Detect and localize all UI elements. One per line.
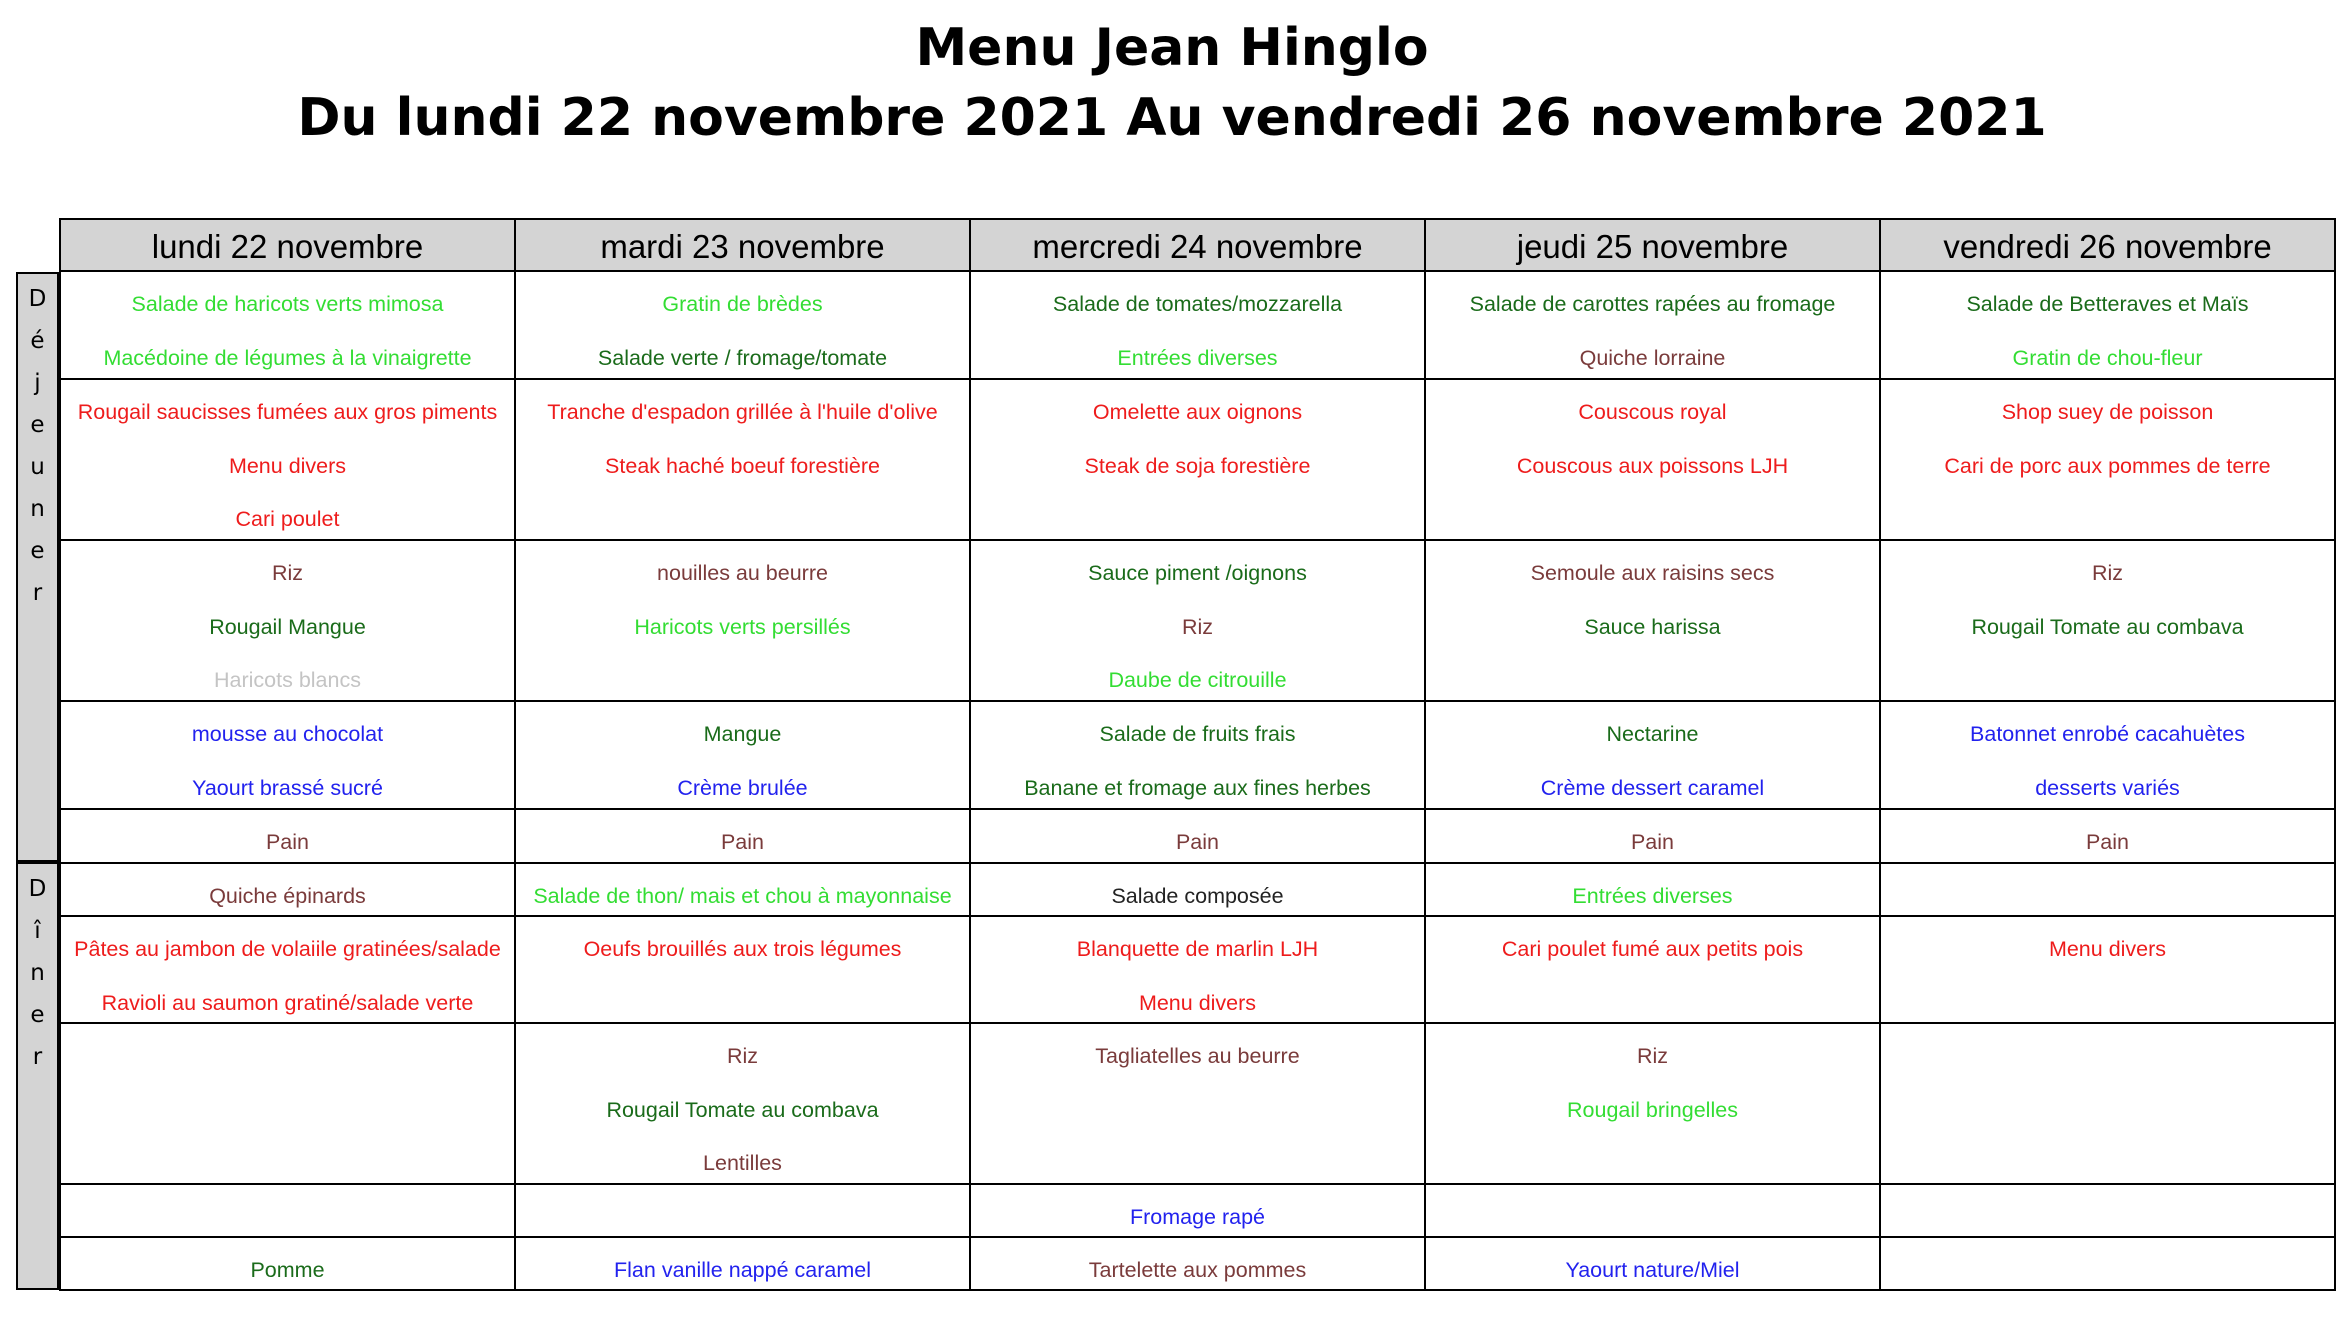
dish-item: Menu divers (228, 453, 347, 478)
dish-item: Menu divers (1138, 990, 1257, 1015)
menu-cell (514, 270, 971, 380)
day-header: mardi 23 novembre (514, 218, 971, 272)
dish-item: Salade de carottes rapées au fromage (1469, 292, 1836, 316)
menu-cell (514, 378, 971, 541)
dish-item: Riz (1636, 1044, 1669, 1068)
dish-item: Rougail Tomate au combava (1971, 614, 2244, 639)
dish-item: Yaourt brassé sucré (192, 775, 383, 800)
menu-cell (1879, 808, 2336, 864)
menu-cell (514, 862, 971, 917)
section-label-letter: e (30, 538, 45, 564)
dish-item: Salade de fruits frais (1099, 722, 1296, 746)
dish-item: Cari poulet (235, 507, 340, 531)
dish-item: Rougail Tomate au combava (606, 1097, 879, 1122)
menu-cell (59, 378, 516, 541)
section-label-letter: D (28, 876, 47, 902)
dish-item: Flan vanille nappé caramel (614, 1258, 871, 1282)
menu-cell (514, 1022, 971, 1185)
menu-cell (969, 862, 1426, 917)
menu-cell (1879, 915, 2336, 1024)
section-label-letter: D (28, 286, 47, 312)
menu-cell (514, 539, 971, 702)
dish-item: Menu divers (2048, 937, 2167, 961)
dish-item: Pain (265, 830, 310, 854)
menu-cell (969, 808, 1426, 864)
dish-item: Quiche lorraine (1579, 345, 1726, 370)
section-label-letter: j (34, 370, 41, 396)
date-range-subtitle: Du lundi 22 novembre 2021 Au vendredi 26 novembre 2021 (297, 88, 2047, 148)
section-label-dejeuner (16, 272, 59, 862)
dish-item: Mangue (703, 722, 782, 746)
dish-item: Semoule aux raisins secs (1530, 561, 1775, 585)
menu-cell (1424, 1022, 1881, 1185)
dish-item: Lentilles (703, 1151, 782, 1175)
menu-cell (1879, 1022, 2336, 1185)
day-header: jeudi 25 novembre (1424, 218, 1881, 272)
dish-item: Crème brulée (677, 775, 808, 800)
dish-item: Haricots blancs (214, 668, 361, 692)
dish-item: Salade composée (1111, 884, 1284, 908)
dish-item: Yaourt nature/Miel (1565, 1258, 1740, 1282)
section-label-letter: n (30, 496, 45, 522)
dish-item: Banane et fromage aux fines herbes (1024, 775, 1371, 800)
menu-cell (969, 1236, 1426, 1291)
dish-item: Steak de soja forestière (1084, 453, 1311, 478)
section-label-letter: é (30, 328, 45, 354)
menu-cell (59, 1022, 516, 1185)
menu-cell (59, 1183, 516, 1238)
dish-item: desserts variés (2035, 775, 2180, 800)
dish-item: Tranche d'espadon grillée à l'huile d'olive (547, 400, 938, 424)
menu-cell (1879, 862, 2336, 917)
menu-cell (969, 1183, 1426, 1238)
section-label-letter: r (32, 1044, 43, 1070)
menu-cell (514, 915, 971, 1024)
dish-item: Crème dessert caramel (1540, 775, 1765, 800)
dish-item: Rougail bringelles (1567, 1097, 1738, 1122)
dish-item: Macédoine de légumes à la vinaigrette (103, 345, 472, 370)
dish-item: Tagliatelles au beurre (1095, 1044, 1300, 1068)
day-header: lundi 22 novembre (59, 218, 516, 272)
dish-item: Cari poulet fumé aux petits pois (1501, 937, 1804, 961)
dish-item: Pain (1630, 830, 1675, 854)
menu-cell (1424, 862, 1881, 917)
menu-cell (969, 700, 1426, 810)
menu-cell (59, 808, 516, 864)
menu-cell (1879, 270, 2336, 380)
dish-item: Riz (1181, 614, 1214, 639)
day-header: mercredi 24 novembre (969, 218, 1426, 272)
dish-item: Riz (271, 561, 304, 585)
menu-cell (969, 539, 1426, 702)
dish-item: Salade verte / fromage/tomate (597, 345, 888, 370)
menu-cell (1424, 270, 1881, 380)
section-label-letter: r (32, 580, 43, 606)
menu-cell (1424, 1183, 1881, 1238)
section-label-letter: î (34, 918, 41, 944)
menu-cell (59, 700, 516, 810)
page-title: Menu Jean Hinglo (915, 18, 1429, 78)
menu-cell (514, 1183, 971, 1238)
dish-item: Gratin de brèdes (662, 292, 823, 316)
dish-item: Quiche épinards (209, 884, 366, 908)
dish-item: Shop suey de poisson (2001, 400, 2214, 424)
dish-item: Ravioli au saumon gratiné/salade verte (101, 990, 474, 1015)
dish-item: Sauce piment /oignons (1088, 561, 1307, 585)
section-label-letter: e (30, 1002, 45, 1028)
menu-cell (1424, 378, 1881, 541)
dish-item: Pain (1175, 830, 1220, 854)
dish-item: Riz (726, 1044, 759, 1068)
menu-cell (59, 1236, 516, 1291)
menu-cell (1879, 1183, 2336, 1238)
menu-cell (1879, 1236, 2336, 1291)
dish-item: Cari de porc aux pommes de terre (1944, 453, 2271, 478)
dish-item: Salade de thon/ mais et chou à mayonnaise (533, 884, 952, 908)
menu-cell (514, 700, 971, 810)
menu-cell (969, 378, 1426, 541)
dish-item: Rougail Mangue (209, 614, 366, 639)
dish-item: Pain (720, 830, 765, 854)
menu-cell (59, 915, 516, 1024)
dish-item: Fromage rapé (1129, 1205, 1266, 1229)
dish-item: Blanquette de marlin LJH (1076, 937, 1319, 961)
menu-cell (1424, 808, 1881, 864)
dish-item: Steak haché boeuf forestière (605, 453, 880, 478)
dish-item: Entrées diverses (1572, 884, 1733, 908)
day-header: vendredi 26 novembre (1879, 218, 2336, 272)
dish-item: nouilles au beurre (657, 561, 828, 585)
section-label-letter: u (30, 454, 45, 480)
menu-cell (1424, 1236, 1881, 1291)
section-label-letter: e (30, 412, 45, 438)
dish-item: Entrées diverses (1117, 345, 1278, 370)
dish-item: Salade de haricots verts mimosa (131, 292, 444, 316)
menu-cell (1424, 915, 1881, 1024)
dish-item: Tartelette aux pommes (1088, 1258, 1307, 1282)
dish-item: Sauce harissa (1584, 614, 1721, 639)
menu-cell (514, 808, 971, 864)
dish-item: Oeufs brouillés aux trois légumes (583, 937, 902, 961)
menu-cell (1424, 700, 1881, 810)
menu-cell (59, 539, 516, 702)
dish-item: Nectarine (1606, 722, 1699, 746)
dish-item: Pomme (250, 1258, 325, 1282)
dish-item: Salade de tomates/mozzarella (1052, 292, 1343, 316)
dish-item: mousse au chocolat (191, 722, 384, 746)
menu-cell (1424, 539, 1881, 702)
dish-item: Batonnet enrobé cacahuètes (1970, 722, 2245, 746)
dish-item: Rougail saucisses fumées aux gros piments (77, 400, 498, 424)
section-label-diner (16, 862, 59, 1290)
menu-cell (59, 270, 516, 380)
section-label-letter: n (30, 960, 45, 986)
dish-item: Gratin de chou-fleur (2012, 345, 2203, 370)
menu-cell (514, 1236, 971, 1291)
menu-cell (1879, 700, 2336, 810)
menu-cell (969, 270, 1426, 380)
dish-item: Pain (2085, 830, 2130, 854)
menu-cell (969, 1022, 1426, 1185)
dish-item: Daube de citrouille (1108, 668, 1287, 692)
dish-item: Haricots verts persillés (634, 614, 851, 639)
dish-item: Omelette aux oignons (1092, 400, 1303, 424)
menu-cell (1879, 539, 2336, 702)
menu-cell (969, 915, 1426, 1024)
menu-cell (59, 862, 516, 917)
dish-item: Couscous royal (1578, 400, 1727, 424)
menu-cell (1879, 378, 2336, 541)
dish-item: Salade de Betteraves et Maïs (1966, 292, 2249, 316)
dish-item: Riz (2091, 561, 2124, 585)
dish-item: Pâtes au jambon de volaiile gratinées/salade (74, 937, 501, 961)
dish-item: Couscous aux poissons LJH (1516, 453, 1789, 478)
